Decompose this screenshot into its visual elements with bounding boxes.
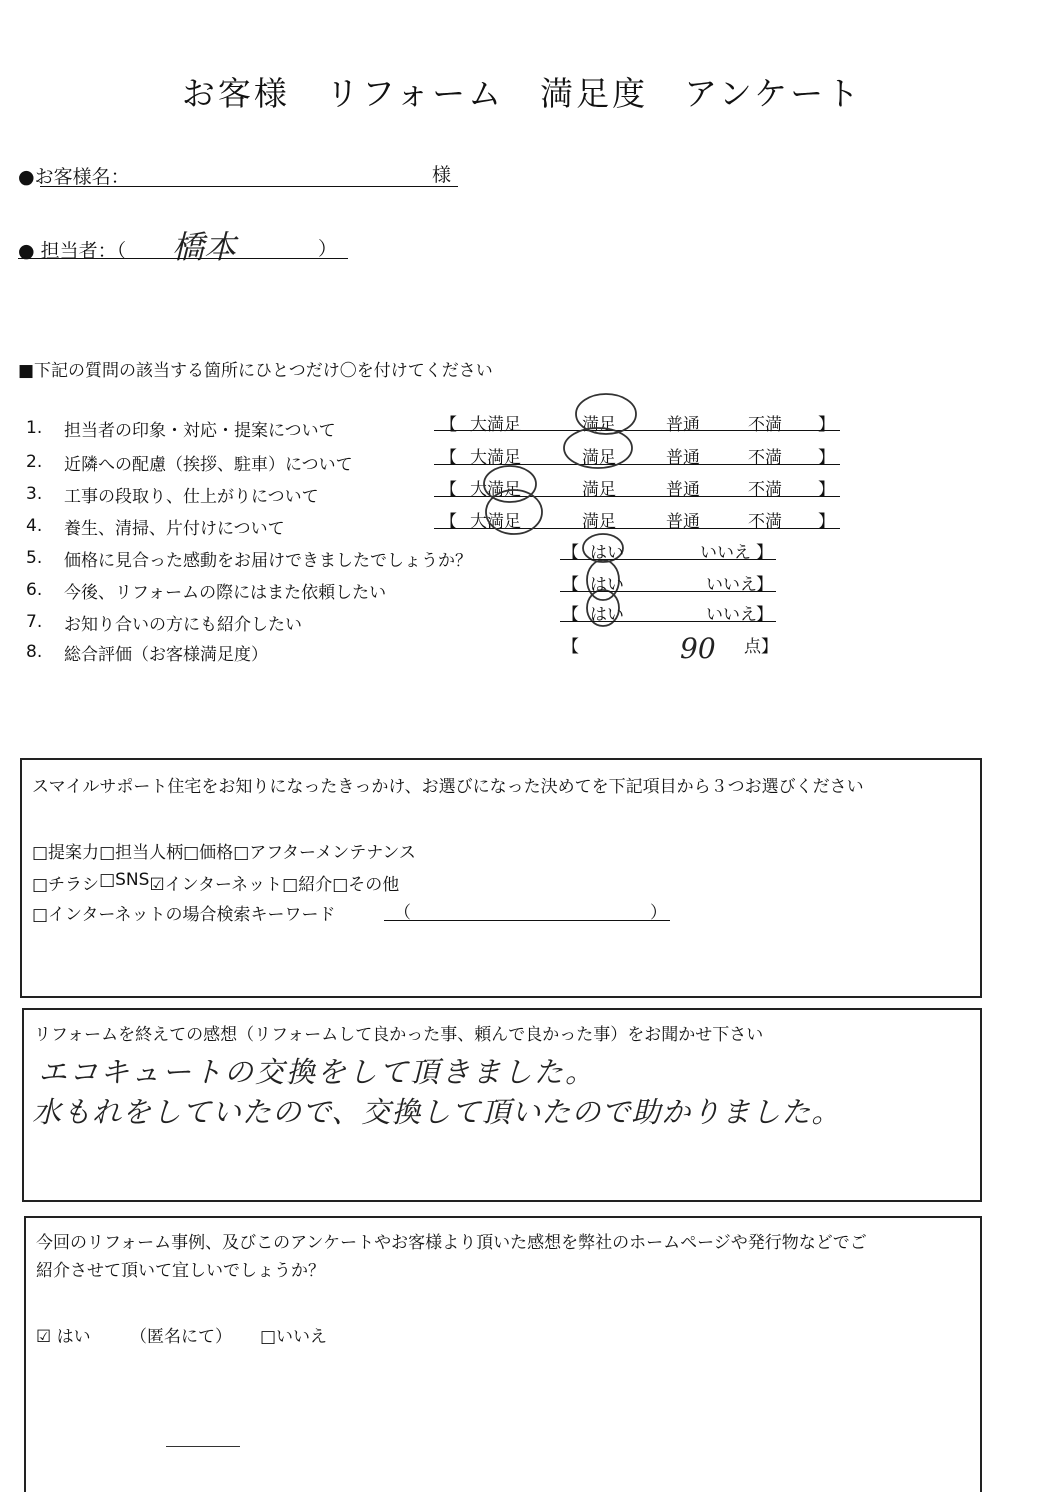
impression-line-2: 水もれをしていたので、交換して頂いたので助かりました。 bbox=[32, 1095, 842, 1129]
option-daimanzoku[interactable]: 大満足 bbox=[470, 448, 521, 468]
question-text: 今後、リフォームの際にはまた依頼したい bbox=[64, 583, 387, 603]
permission-anonymous-note: （匿名にて） bbox=[130, 1327, 232, 1347]
option-no[interactable]: いいえ bbox=[706, 605, 757, 625]
bracket-open: 【 bbox=[440, 480, 457, 500]
checkbox-referral[interactable]: □紹介 bbox=[282, 875, 333, 895]
bracket-close: 】 bbox=[756, 575, 773, 595]
bracket-close: 】 bbox=[818, 415, 835, 435]
permission-heading-line-2: 紹介させて頂いて宜しいでしょうか？ bbox=[36, 1261, 325, 1281]
option-no[interactable]: いいえ bbox=[700, 543, 751, 563]
question-text: 総合評価（お客様満足度） bbox=[64, 645, 268, 665]
option-manzoku[interactable]: 満足 bbox=[582, 448, 616, 468]
question-number: 7. bbox=[26, 612, 43, 632]
checkbox-price[interactable]: □価格 bbox=[183, 843, 234, 863]
bracket-close: 】 bbox=[756, 605, 773, 625]
staff-name-handwritten: 橋本 bbox=[172, 228, 237, 266]
keyword-label: □インターネットの場合検索キーワード bbox=[32, 905, 336, 925]
question-number: 2. bbox=[26, 452, 43, 472]
option-futsuu[interactable]: 普通 bbox=[666, 415, 700, 435]
selection-circle-q3 bbox=[484, 466, 536, 502]
checkbox-sns[interactable]: □SNS bbox=[99, 870, 150, 890]
answer-underline bbox=[560, 621, 776, 622]
impression-box bbox=[22, 1008, 982, 1202]
bracket-open: 【 bbox=[440, 448, 457, 468]
bracket-open: 【 bbox=[440, 512, 457, 532]
question-text: 養生、清掃、片付けについて bbox=[64, 519, 285, 539]
question-number: 4. bbox=[26, 516, 43, 536]
customer-name-suffix: 様 bbox=[432, 164, 452, 186]
permission-yes-checkbox[interactable]: ☑ はい bbox=[36, 1327, 91, 1347]
signature-line bbox=[166, 1446, 240, 1447]
instruction-text: ■下記の質問の該当する箇所にひとつだけ〇を付けてください bbox=[18, 361, 493, 381]
overall-unit: 点】 bbox=[744, 637, 778, 657]
option-daimanzoku[interactable]: 大満足 bbox=[470, 480, 521, 500]
option-fuman[interactable]: 不満 bbox=[748, 415, 782, 435]
option-manzoku[interactable]: 満足 bbox=[582, 480, 616, 500]
option-fuman[interactable]: 不満 bbox=[748, 512, 782, 532]
option-no[interactable]: いいえ bbox=[706, 575, 757, 595]
option-yes[interactable]: はい bbox=[590, 543, 624, 563]
bracket-open: 【 bbox=[440, 415, 457, 435]
overall-score-handwritten: 90 bbox=[680, 632, 716, 665]
permission-no-checkbox[interactable]: □いいえ bbox=[260, 1327, 328, 1347]
customer-name-label: ●お客様名： bbox=[18, 166, 130, 188]
checkbox-internet[interactable]: ☑インターネット bbox=[149, 875, 283, 895]
source-row-1 bbox=[32, 838, 416, 863]
bracket-open: 【 bbox=[562, 637, 579, 657]
page-title: お客様 リフォーム 満足度 アンケート bbox=[181, 74, 863, 113]
question-text: お知り合いの方にも紹介したい bbox=[64, 615, 302, 635]
question-number: 8. bbox=[26, 642, 43, 662]
option-fuman[interactable]: 不満 bbox=[748, 448, 782, 468]
impression-line-1: エコキュートの交換をして頂きました。 bbox=[38, 1055, 597, 1089]
bracket-open: 【 bbox=[562, 605, 579, 625]
source-row-2 bbox=[32, 870, 399, 895]
source-box bbox=[20, 758, 982, 998]
question-text: 担当者の印象・対応・提案について bbox=[64, 421, 336, 441]
checkbox-staff-personality[interactable]: □担当人柄 bbox=[99, 843, 184, 863]
source-heading: スマイルサポート住宅をお知りになったきっかけ、お選びになった決めてを下記項目から３つお選びください bbox=[32, 777, 864, 797]
bracket-open: 【 bbox=[562, 575, 579, 595]
permission-box bbox=[24, 1216, 982, 1492]
option-daimanzoku[interactable]: 大満足 bbox=[470, 415, 521, 435]
checkbox-other[interactable]: □その他 bbox=[332, 875, 400, 895]
option-fuman[interactable]: 不満 bbox=[748, 480, 782, 500]
permission-heading-line-1: 今回のリフォーム事例、及びこのアンケートやお客様より頂いた感想を弊社のホームページや発行物などでご bbox=[36, 1233, 867, 1253]
question-text: 工事の段取り、仕上がりについて bbox=[64, 487, 319, 507]
staff-label: ● 担当者：（ bbox=[18, 240, 127, 262]
question-number: 5. bbox=[26, 548, 43, 568]
option-yes[interactable]: はい bbox=[590, 605, 624, 625]
option-manzoku[interactable]: 満足 bbox=[582, 415, 616, 435]
checkbox-aftercare[interactable]: □アフターメンテナンス bbox=[233, 843, 416, 863]
question-text: 価格に見合った感動をお届けできましたでしょうか？ bbox=[64, 551, 472, 571]
question-number: 6. bbox=[26, 580, 43, 600]
checkbox-proposal[interactable]: □提案力 bbox=[32, 843, 100, 863]
option-futsuu[interactable]: 普通 bbox=[666, 448, 700, 468]
keyword-close-paren: ） bbox=[650, 903, 667, 923]
bracket-open: 【 bbox=[562, 543, 579, 563]
bracket-close: 】 bbox=[818, 480, 835, 500]
keyword-input-line[interactable] bbox=[384, 920, 670, 921]
question-number: 1. bbox=[26, 418, 43, 438]
answer-underline bbox=[560, 559, 776, 560]
option-futsuu[interactable]: 普通 bbox=[666, 480, 700, 500]
selection-circle-q4 bbox=[486, 490, 542, 534]
answer-underline bbox=[560, 591, 776, 592]
bracket-close: 】 bbox=[818, 512, 835, 532]
staff-close-paren: ） bbox=[318, 238, 338, 260]
keyword-open-paren: （ bbox=[394, 903, 411, 923]
option-daimanzoku[interactable]: 大満足 bbox=[470, 512, 521, 532]
impression-heading: リフォームを終えての感想（リフォームして良かった事、頼んで良かった事）をお聞かせ下さい bbox=[34, 1025, 764, 1045]
bracket-close: 】 bbox=[756, 543, 773, 563]
option-futsuu[interactable]: 普通 bbox=[666, 512, 700, 532]
checkbox-flyer[interactable]: □チラシ bbox=[32, 875, 100, 895]
bracket-close: 】 bbox=[818, 448, 835, 468]
option-manzoku[interactable]: 満足 bbox=[582, 512, 616, 532]
question-number: 3. bbox=[26, 484, 43, 504]
option-yes[interactable]: はい bbox=[590, 575, 624, 595]
question-text: 近隣への配慮（挨拶、駐車）について bbox=[64, 455, 353, 475]
